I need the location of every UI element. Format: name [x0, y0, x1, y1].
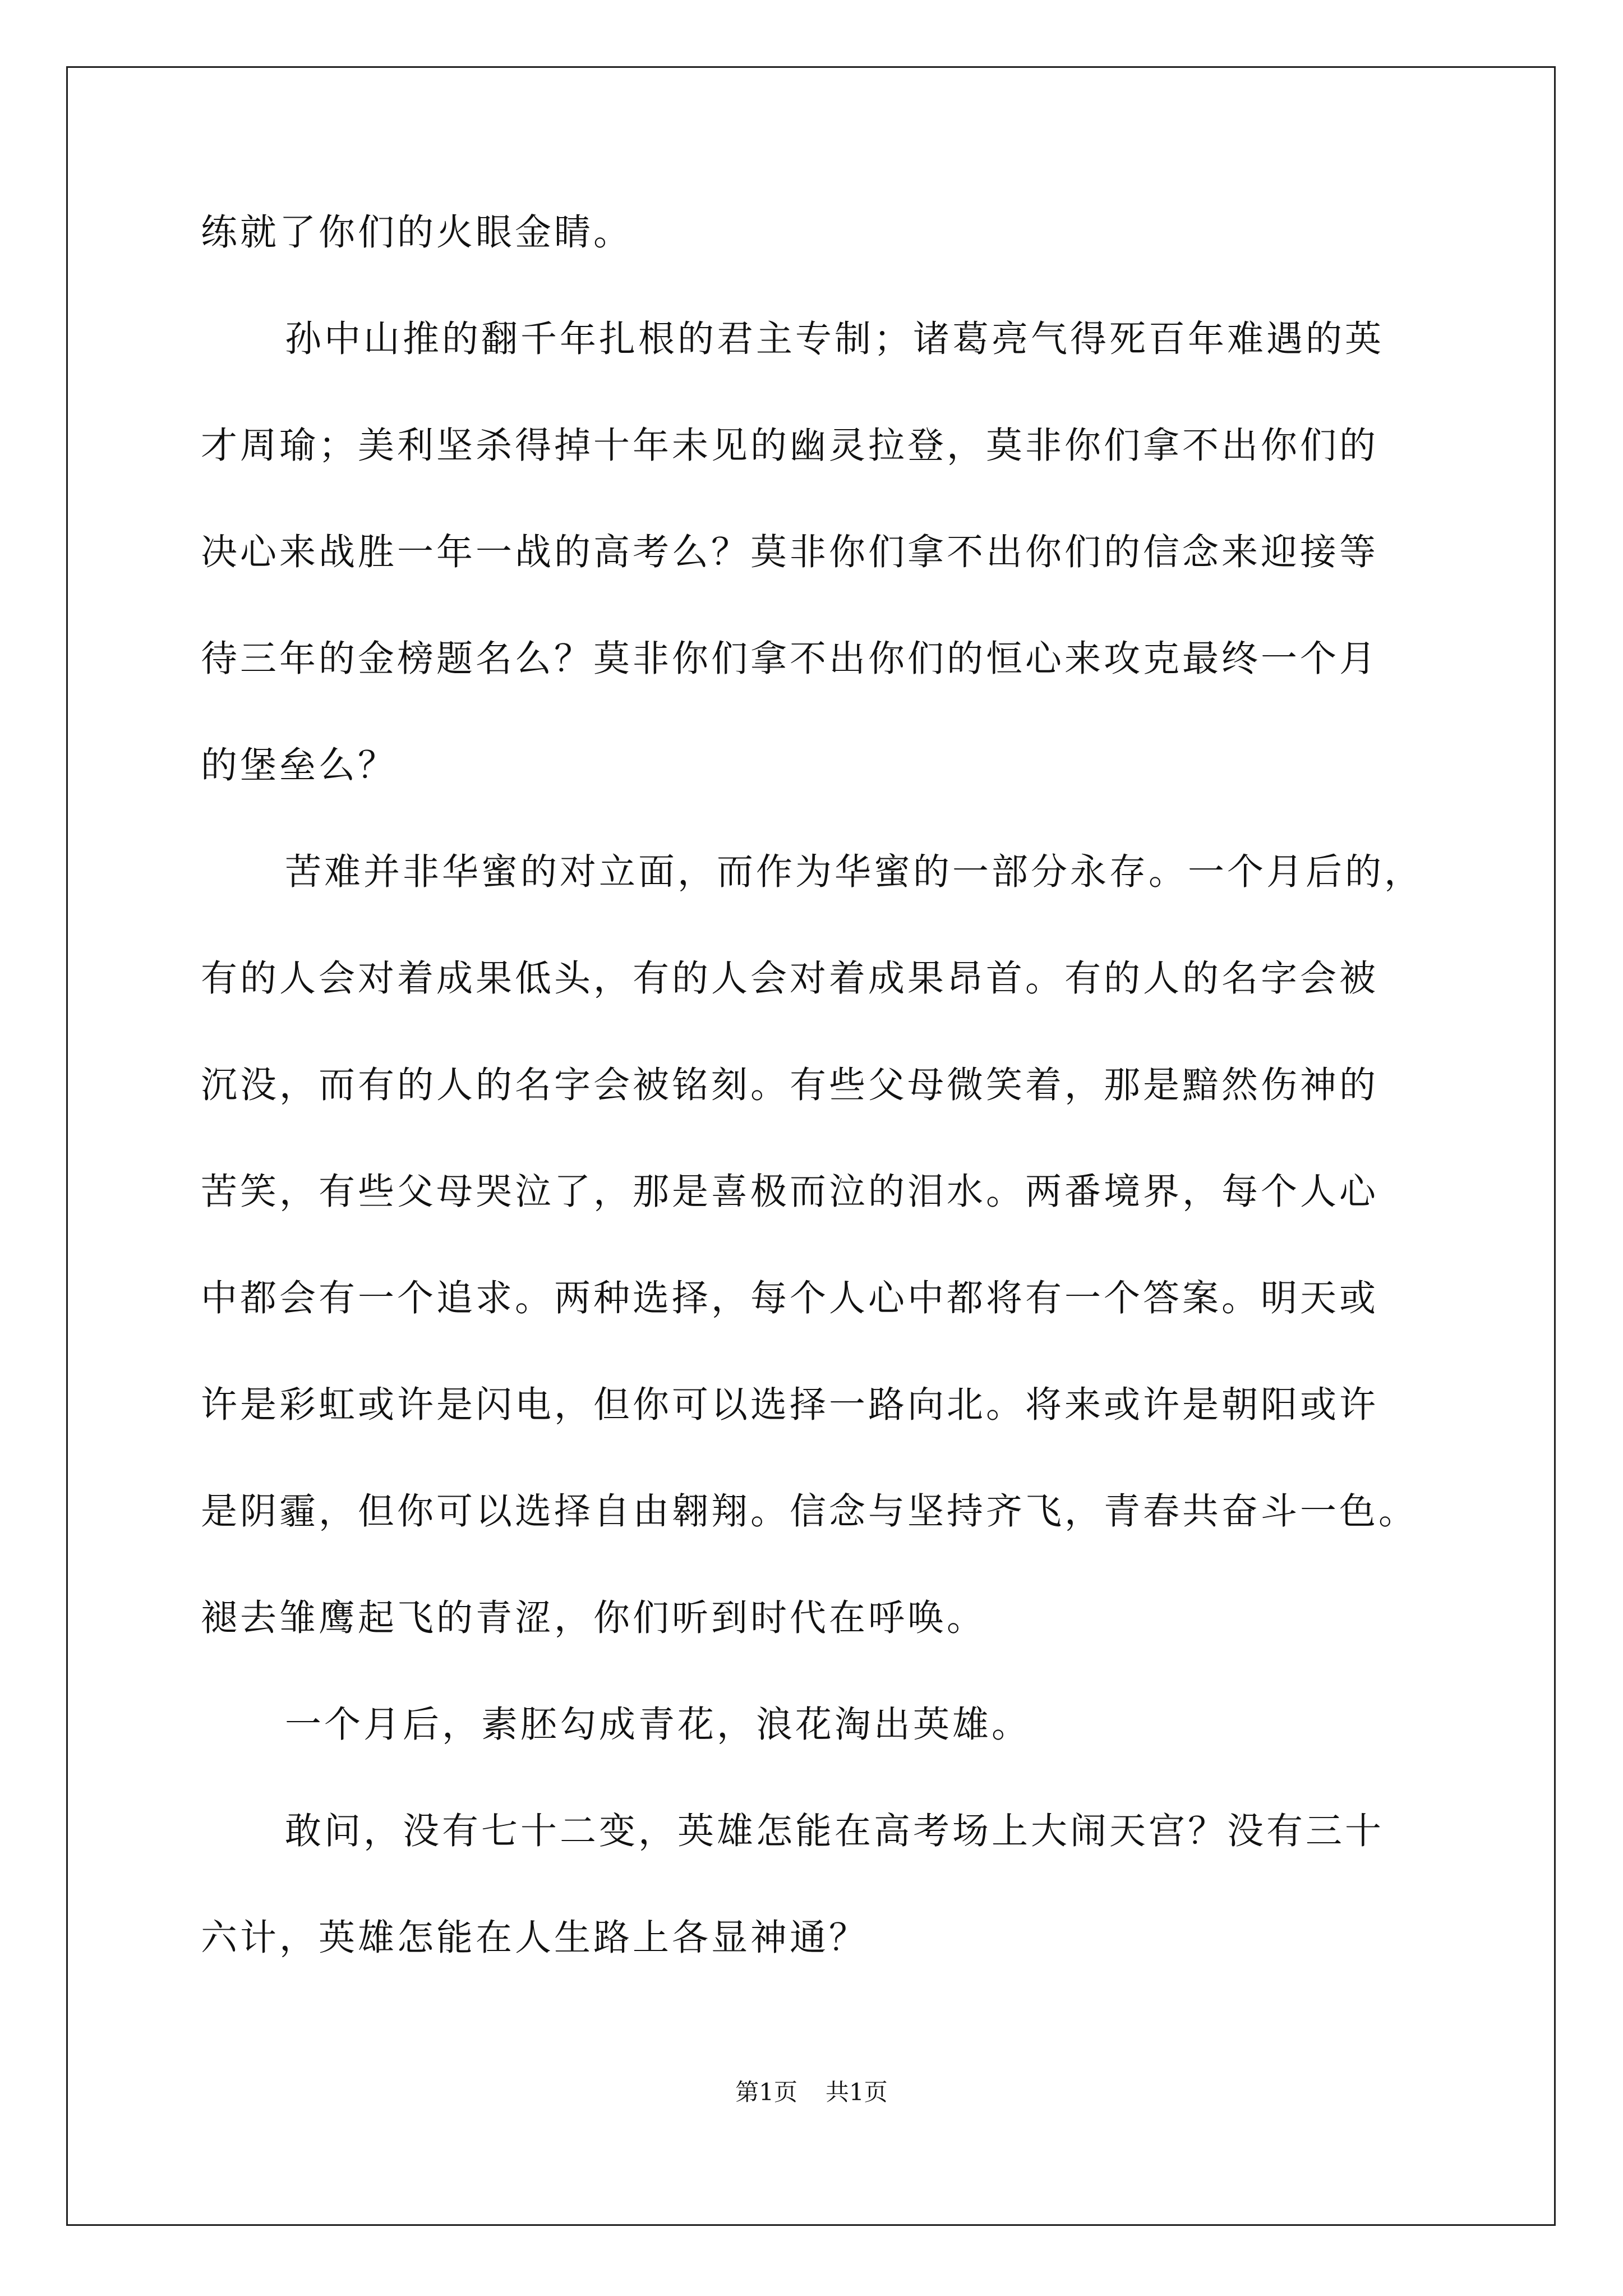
paragraph-line: 中都会有一个追求。两种选择，每个人心中都将有一个答案。明天或: [201, 1277, 1379, 1319]
paragraph-line: 练就了你们的火眼金睛。: [201, 211, 633, 254]
page-border: [66, 66, 1556, 2226]
paragraph-line: 许是彩虹或许是闪电，但你可以选择一路向北。将来或许是朝阳或许: [201, 1384, 1379, 1426]
paragraph-line: 敢问，没有七十二变，英雄怎能在高考场上大闹天宫？没有三十: [285, 1810, 1385, 1852]
paragraph-line: 沉没，而有的人的名字会被铭刻。有些父母微笑着，那是黯然伤神的: [201, 1064, 1379, 1106]
paragraph-line: 苦笑，有些父母哭泣了，那是喜极而泣的泪水。两番境界，每个人心: [201, 1171, 1379, 1213]
paragraph-line: 待三年的金榜题名么？莫非你们拿不出你们的恒心来攻克最终一个月: [201, 638, 1379, 680]
paragraph-line: 是阴霾，但你可以选择自由翱翔。信念与坚持齐飞，青春共奋斗一色。: [201, 1490, 1418, 1533]
paragraph-line: 有的人会对着成果低头，有的人会对着成果昂首。有的人的名字会被: [201, 958, 1379, 1000]
paragraph-line: 孙中山推的翻千年扎根的君主专制；诸葛亮气得死百年难遇的英: [285, 318, 1385, 360]
page-number: 第1页: [735, 2078, 797, 2106]
paragraph-line: 褪去雏鹰起飞的青涩，你们听到时代在呼唤。: [201, 1597, 986, 1639]
paragraph-line: 一个月后，素胚勾成青花，浪花淘出英雄。: [285, 1704, 1031, 1746]
page-footer: [0, 2078, 1623, 2107]
page-total: 共1页: [826, 2078, 888, 2106]
paragraph-line: 六计，英雄怎能在人生路上各显神通？: [201, 1917, 869, 1959]
paragraph-line: 才周瑜；美利坚杀得掉十年未见的幽灵拉登，莫非你们拿不出你们的: [201, 425, 1379, 467]
paragraph-line: 决心来战胜一年一战的高考么？莫非你们拿不出你们的信念来迎接等: [201, 531, 1379, 573]
paragraph-line: 的堡垒么？: [201, 744, 398, 786]
paragraph-line: 苦难并非华蜜的对立面，而作为华蜜的一部分永存。一个月后的，: [285, 851, 1424, 893]
